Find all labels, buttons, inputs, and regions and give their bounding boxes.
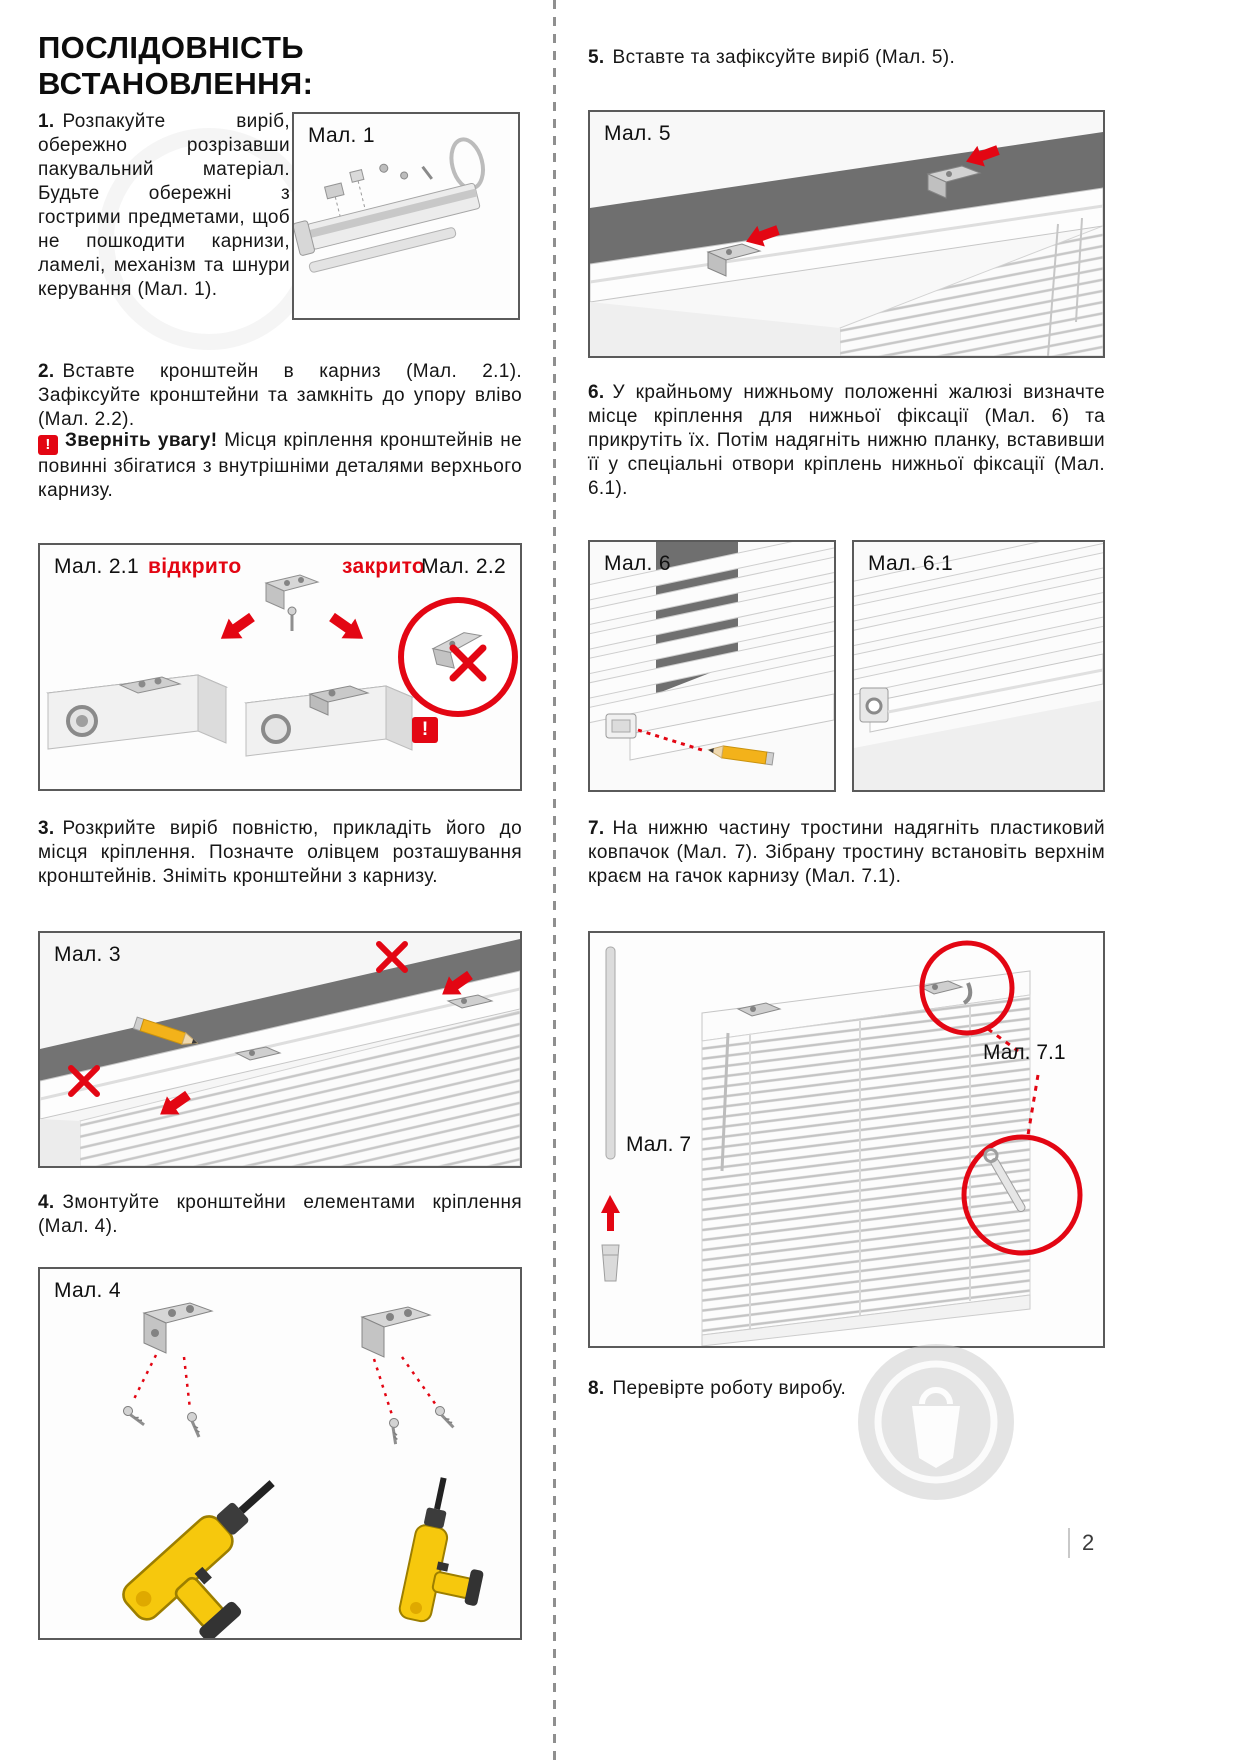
figure-2-warning-mark: !	[412, 717, 438, 743]
red-arrow-icon	[325, 607, 370, 648]
figure-7	[588, 931, 1105, 1348]
step-7-text: На нижню частину тростини надягніть пластиковий ковпачок (Мал. 7). Зібрану тростину встановіть верхнім краєм на гачок карнизу (Мал. 7.1).	[588, 818, 1105, 887]
step-5	[588, 46, 1105, 70]
bracket-icon	[144, 1303, 212, 1353]
figure-4	[38, 1267, 522, 1640]
step-8-number: 8.	[588, 1378, 605, 1399]
step-2-number: 2.	[38, 361, 55, 382]
step-4-text: Змонтуйте кронштейни елементами кріплення (Мал. 4).	[38, 1192, 522, 1237]
figure-4-illustration-drilling-brackets	[40, 1269, 520, 1638]
step-2-text: Вставте кронштейн в карниз (Мал. 2.1). Зафіксуйте кронштейни та замкніть до упору вліво (Мал. 2.2).	[38, 361, 522, 430]
figure-2-2-label: Мал. 2.2	[421, 555, 506, 578]
red-guide-line	[374, 1359, 392, 1415]
step-1-text: Розпакуйте виріб, обережно розрізавши пакувальний матеріал. Будьте обережні з гострими предметами, щоб не пошкодити карнизи, ламелі, механізм та шнури керування (Мал. 1).	[38, 111, 290, 300]
figure-6	[588, 540, 836, 792]
cornice-open-illustration	[48, 675, 226, 749]
step-7	[588, 817, 1105, 889]
screw-icon	[379, 163, 389, 173]
window-sill	[40, 1119, 80, 1166]
page-number	[1068, 1528, 1094, 1558]
figure-6-illustration-marking-lower-fixation	[590, 542, 834, 790]
bracket-part-icon	[325, 183, 344, 199]
figure-2	[38, 543, 522, 791]
page-number-divider	[1068, 1528, 1070, 1558]
page-title: ПОСЛІДОВНІСТЬ ВСТАНОВЛЕННЯ:	[38, 30, 314, 101]
step-2	[38, 360, 522, 432]
figure-6-label: Мал. 6	[604, 552, 671, 575]
figure-5-label: Мал. 5	[604, 122, 671, 145]
figure-7-label: Мал. 7	[626, 1133, 692, 1156]
figure-6-1-label: Мал. 6.1	[868, 552, 953, 575]
bracket-icon	[266, 575, 318, 631]
step-8-text: Перевірте роботу виробу.	[612, 1378, 847, 1399]
red-guide-line	[184, 1357, 190, 1409]
step-6-number: 6.	[588, 382, 605, 403]
step-4	[38, 1191, 522, 1239]
cord-loop-icon	[447, 136, 488, 192]
bracket-icon	[362, 1307, 430, 1357]
screw-icon	[400, 171, 408, 179]
figure-6-1-illustration-lower-bar-inserted	[854, 542, 1103, 790]
warning-label: Зверніть увагу!	[65, 430, 218, 451]
page-number-value: 2	[1082, 1530, 1095, 1555]
mechanism-hole-icon	[263, 716, 289, 742]
plastic-cap-icon	[602, 1245, 619, 1281]
figure-6-1	[852, 540, 1105, 792]
step-4-number: 4.	[38, 1192, 55, 1213]
figure-5	[588, 110, 1105, 358]
figure-2-illustration-bracket-mounting	[40, 545, 520, 789]
step-6-text: У крайньому нижньому положенні жалюзі визначте місце кріплення для нижньої фіксації (Мал. 6) та прикрутіть їх. Потім надягніть нижню планку, вставивши її у спеціальні отвори кріплень нижньої фіксації (Мал. 6.1).	[588, 382, 1105, 499]
warning-icon: !	[38, 435, 58, 455]
step-3	[38, 817, 522, 889]
column-divider	[553, 0, 556, 1760]
figure-1	[292, 112, 520, 320]
figure-1-label: Мал. 1	[308, 124, 375, 147]
cornice-closed-illustration	[246, 686, 412, 756]
step-3-number: 3.	[38, 818, 55, 839]
red-arrow-icon	[214, 607, 259, 648]
step-3-text: Розкрийте виріб повністю, прикладіть його до місця кріплення. Позначте олівцем розташування кронштейнів. Зніміть кронштейни з карнизу.	[38, 818, 522, 887]
red-up-arrow-icon	[601, 1195, 620, 1231]
slats-area	[702, 995, 1030, 1335]
tilt-wand-icon	[606, 947, 615, 1159]
warning-text: Місця кріплення кронштейнів не повинні збігатися з внутрішніми деталями верхнього карнизу.	[38, 430, 522, 501]
step-1-number: 1.	[38, 111, 55, 132]
figure-2-1-label: Мал. 2.1	[54, 555, 139, 578]
step-2-warning	[38, 429, 522, 503]
figure-4-label: Мал. 4	[54, 1279, 121, 1302]
red-guide-line	[132, 1355, 156, 1403]
screw-icon	[423, 165, 432, 180]
step-8	[588, 1377, 1105, 1401]
bracket-part-icon	[350, 170, 364, 183]
step-5-text: Вставте та зафіксуйте виріб (Мал. 5).	[612, 47, 956, 68]
red-guide-line	[402, 1357, 436, 1405]
step-1	[38, 110, 290, 302]
figure-5-illustration-fixing-product	[590, 112, 1103, 356]
figure-2-closed-label: закрито	[342, 555, 426, 578]
step-5-number: 5.	[588, 47, 605, 68]
screw-icon	[288, 607, 296, 615]
figure-3-illustration-marking-positions	[40, 933, 520, 1166]
step-6	[588, 381, 1105, 501]
step-7-number: 7.	[588, 818, 605, 839]
lower-fixator-icon	[606, 714, 636, 738]
figure-7-1-label: Мал. 7.1	[983, 1041, 1066, 1064]
figure-2-open-label: відкрито	[148, 555, 242, 578]
figure-3	[38, 931, 522, 1168]
watermark-logo	[856, 1342, 1016, 1502]
figure-3-label: Мал. 3	[54, 943, 121, 966]
lower-fixator-icon	[860, 688, 888, 722]
